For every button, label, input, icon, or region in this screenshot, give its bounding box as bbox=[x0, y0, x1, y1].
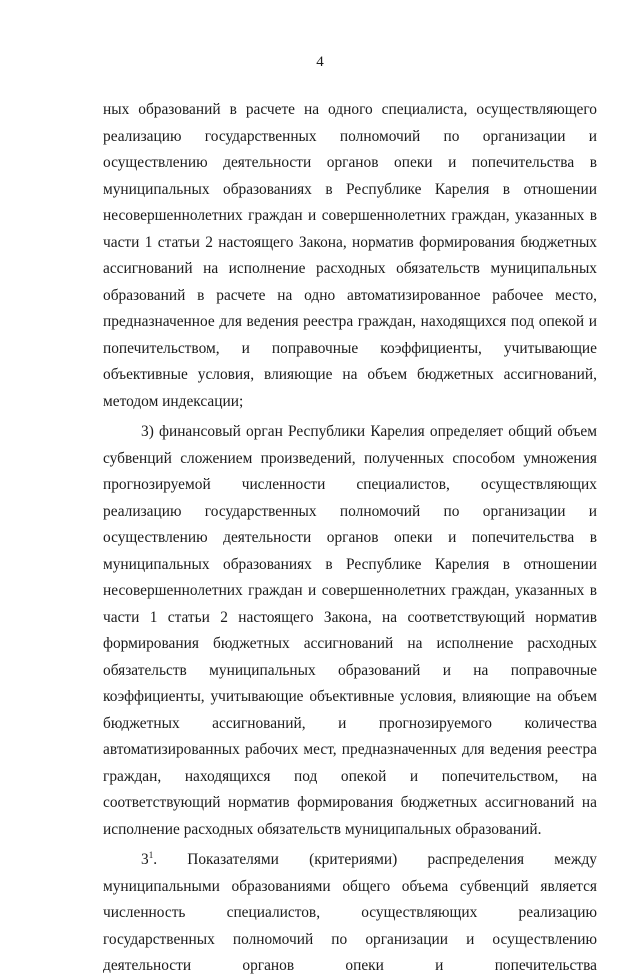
section-marker-superscript: 1 bbox=[148, 849, 154, 860]
paragraph-item-3: 3) финансовый орган Республики Карелия определяет общий объем субвенций сложением произведений, полученных способом умножения прогнозируемой численности специалистов, осуществляющих реализацию государственных полномочий по организации и осуществлению деятельности органов опеки и попечительства в муниципальных образованиях в Республике Карелия в отношении несовершеннолетних граждан и совершеннолетних граждан, указанных в части 1 статьи 2 настоящего Закона, на соответствующий норматив формирования бюджетных ассигнований на исполнение расходных обязательств муниципальных образований и на поправочные коэффициенты, учитывающие объективные условия, влияющие на объем бюджетных ассигнований, и прогнозируемого количества автоматизированных рабочих мест, предназначенных для ведения реестра граждан, находящихся под опекой и попечительством, на соответствующий норматив формирования бюджетных ассигнований на исполнение расходных обязательств муниципальных образований. bbox=[103, 423, 597, 838]
paragraph-continuation: ных образований в расчете на одного специалиста, осуществляющего реализацию государственных полномочий по организации и осуществлению деятельности органов опеки и попечительства в муниципальных образованиях в Республике Карелия в отношении несовершеннолетних граждан и совершеннолетних граждан, указанных в части 1 статьи 2 настоящего Закона, норматив формирования бюджетных ассигнований на исполнение расходных обязательств муниципальных образований в расчете на одно автоматизированное рабочее место, предназначенное для ведения реестра граждан, находящихся под опекой и попечительством, и поправочные коэффициенты, учитывающие объективные условия, влияющие на объем бюджетных ассигнований, методом индексации; bbox=[103, 101, 597, 410]
paragraph-section-3-1 bbox=[103, 847, 597, 980]
section-marker: 3 bbox=[141, 851, 149, 868]
page-number: 4 bbox=[316, 54, 324, 70]
section-text: . Показателями (критериями) распределения между муниципальными образованиями общего объема субвенций является численность специалистов, осуществляющих реализацию государственных полномочий по организации и осуществлению деятельности органов опеки и попечительства bbox=[103, 851, 597, 974]
document-body bbox=[103, 97, 597, 980]
